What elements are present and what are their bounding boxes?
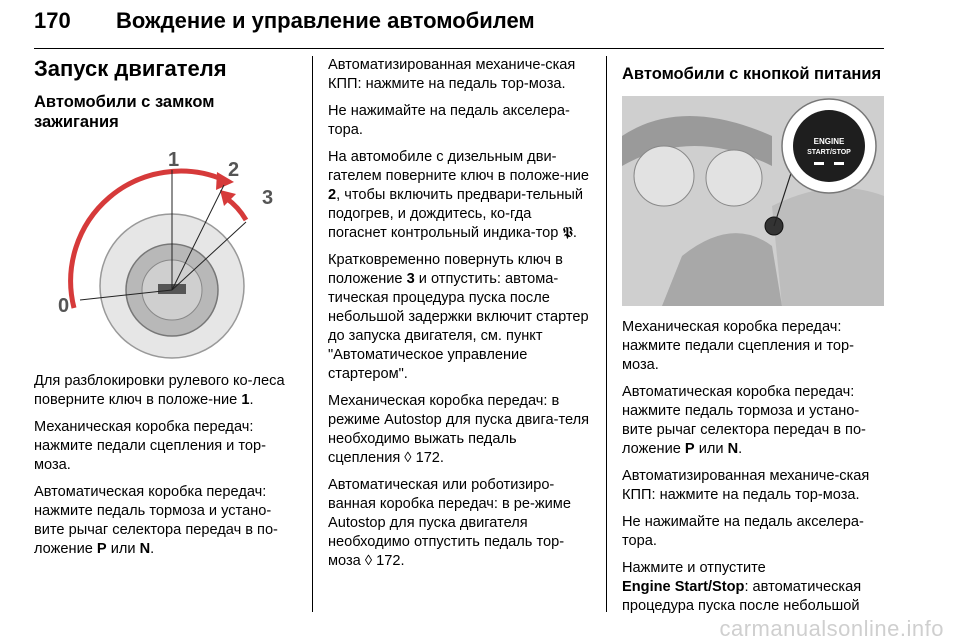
subsection-title-power-button: Автомобили с кнопкой питания <box>622 65 882 83</box>
col2-paragraph-5: Механическая коробка передач: в режиме Autostop для пуска двига-теля необходимо выжать педаль сцепления ◊ 172. <box>328 393 590 466</box>
column-1 <box>34 56 296 567</box>
button-label-line2: START/STOP <box>807 149 851 156</box>
column-divider-2 <box>606 56 607 612</box>
ignition-lock-figure <box>34 150 296 360</box>
button-indicator-left-icon <box>814 162 824 165</box>
col3-paragraph-2: Автоматическая коробка передач: нажмите педаль тормоза и устано-вите рычаг селектора передач в по-ложение P или N. <box>622 384 866 457</box>
col2-paragraph-3: На автомобиле с дизельным дви-гателем поверните ключ в положе-ние 2, чтобы включить предвари-тельный подогрев, и дождитесь, ко-гда погаснет контрольный индика-тор 𝕻. <box>328 149 589 241</box>
col3-paragraph-3: Автоматизированная механиче-ская КПП: нажмите на педаль тор-моза. <box>622 468 870 503</box>
col2-paragraph-1: Автоматизированная механиче-ская КПП: нажмите на педаль тор-моза. <box>328 57 576 92</box>
gauge-right-icon <box>706 150 762 206</box>
col3-paragraph-1: Механическая коробка передач: нажмите педали сцепления и тор-моза. <box>622 319 854 373</box>
col2-paragraph-2: Не нажимайте на педаль акселера-тора. <box>328 103 570 138</box>
return-arrow <box>226 198 246 220</box>
column-2 <box>328 56 590 579</box>
col3-paragraph-4: Не нажимайте на педаль акселера-тора. <box>622 514 864 549</box>
figure-label-0: 0 <box>58 295 70 317</box>
figure-label-1: 1 <box>168 150 180 171</box>
header-rule <box>34 48 884 49</box>
watermark: carmanualsonline.info <box>719 616 944 641</box>
column-divider-1 <box>312 56 313 612</box>
glow-plug-icon: 𝕻 <box>562 225 573 241</box>
column-3 <box>622 56 884 624</box>
gauge-left-icon <box>634 146 694 206</box>
page-header <box>34 4 884 44</box>
page-number: 170 <box>34 8 71 33</box>
col3-paragraph-5: Нажмите и отпустите Engine Start/Stop: автоматическая процедура пуска после небольшой <box>622 560 862 614</box>
col1-paragraph-3: Автоматическая коробка передач: нажмите педаль тормоза и устано-вите рычаг селектора передач в по-ложение P или N. <box>34 484 278 557</box>
col2-paragraph-4: Кратковременно повернуть ключ в положение 3 и отпустить: автома-тическая процедура пуска после небольшой задержки включит стартер до запуска двигателя, см. пункт "Автоматическое управление стартером". <box>328 252 589 382</box>
engine-start-stop-button <box>793 110 865 182</box>
button-label-line1: ENGINE <box>813 137 845 146</box>
figure-label-3: 3 <box>262 187 274 209</box>
section-title: Запуск двигателя <box>34 56 227 81</box>
button-indicator-right-icon <box>834 162 844 165</box>
col1-paragraph-2: Механическая коробка передач: нажмите педали сцепления и тор-моза. <box>34 419 266 473</box>
subsection-title-ignition-lock: Автомобили с замком зажигания <box>34 93 215 131</box>
col1-paragraph-1: Для разблокировки рулевого ко-леса поверните ключ в положе-ние 1. <box>34 373 285 408</box>
running-title: Вождение и управление автомобилем <box>116 8 535 33</box>
start-stop-figure <box>622 96 884 306</box>
col2-paragraph-6: Автоматическая или роботизиро-ванная коробка передач: в ре-жиме Autostop для пуска двигателя необходимо отпустить педаль тор-моза ◊ 172. <box>328 477 571 569</box>
figure-label-2: 2 <box>228 159 240 181</box>
dashboard-panel <box>772 188 884 306</box>
